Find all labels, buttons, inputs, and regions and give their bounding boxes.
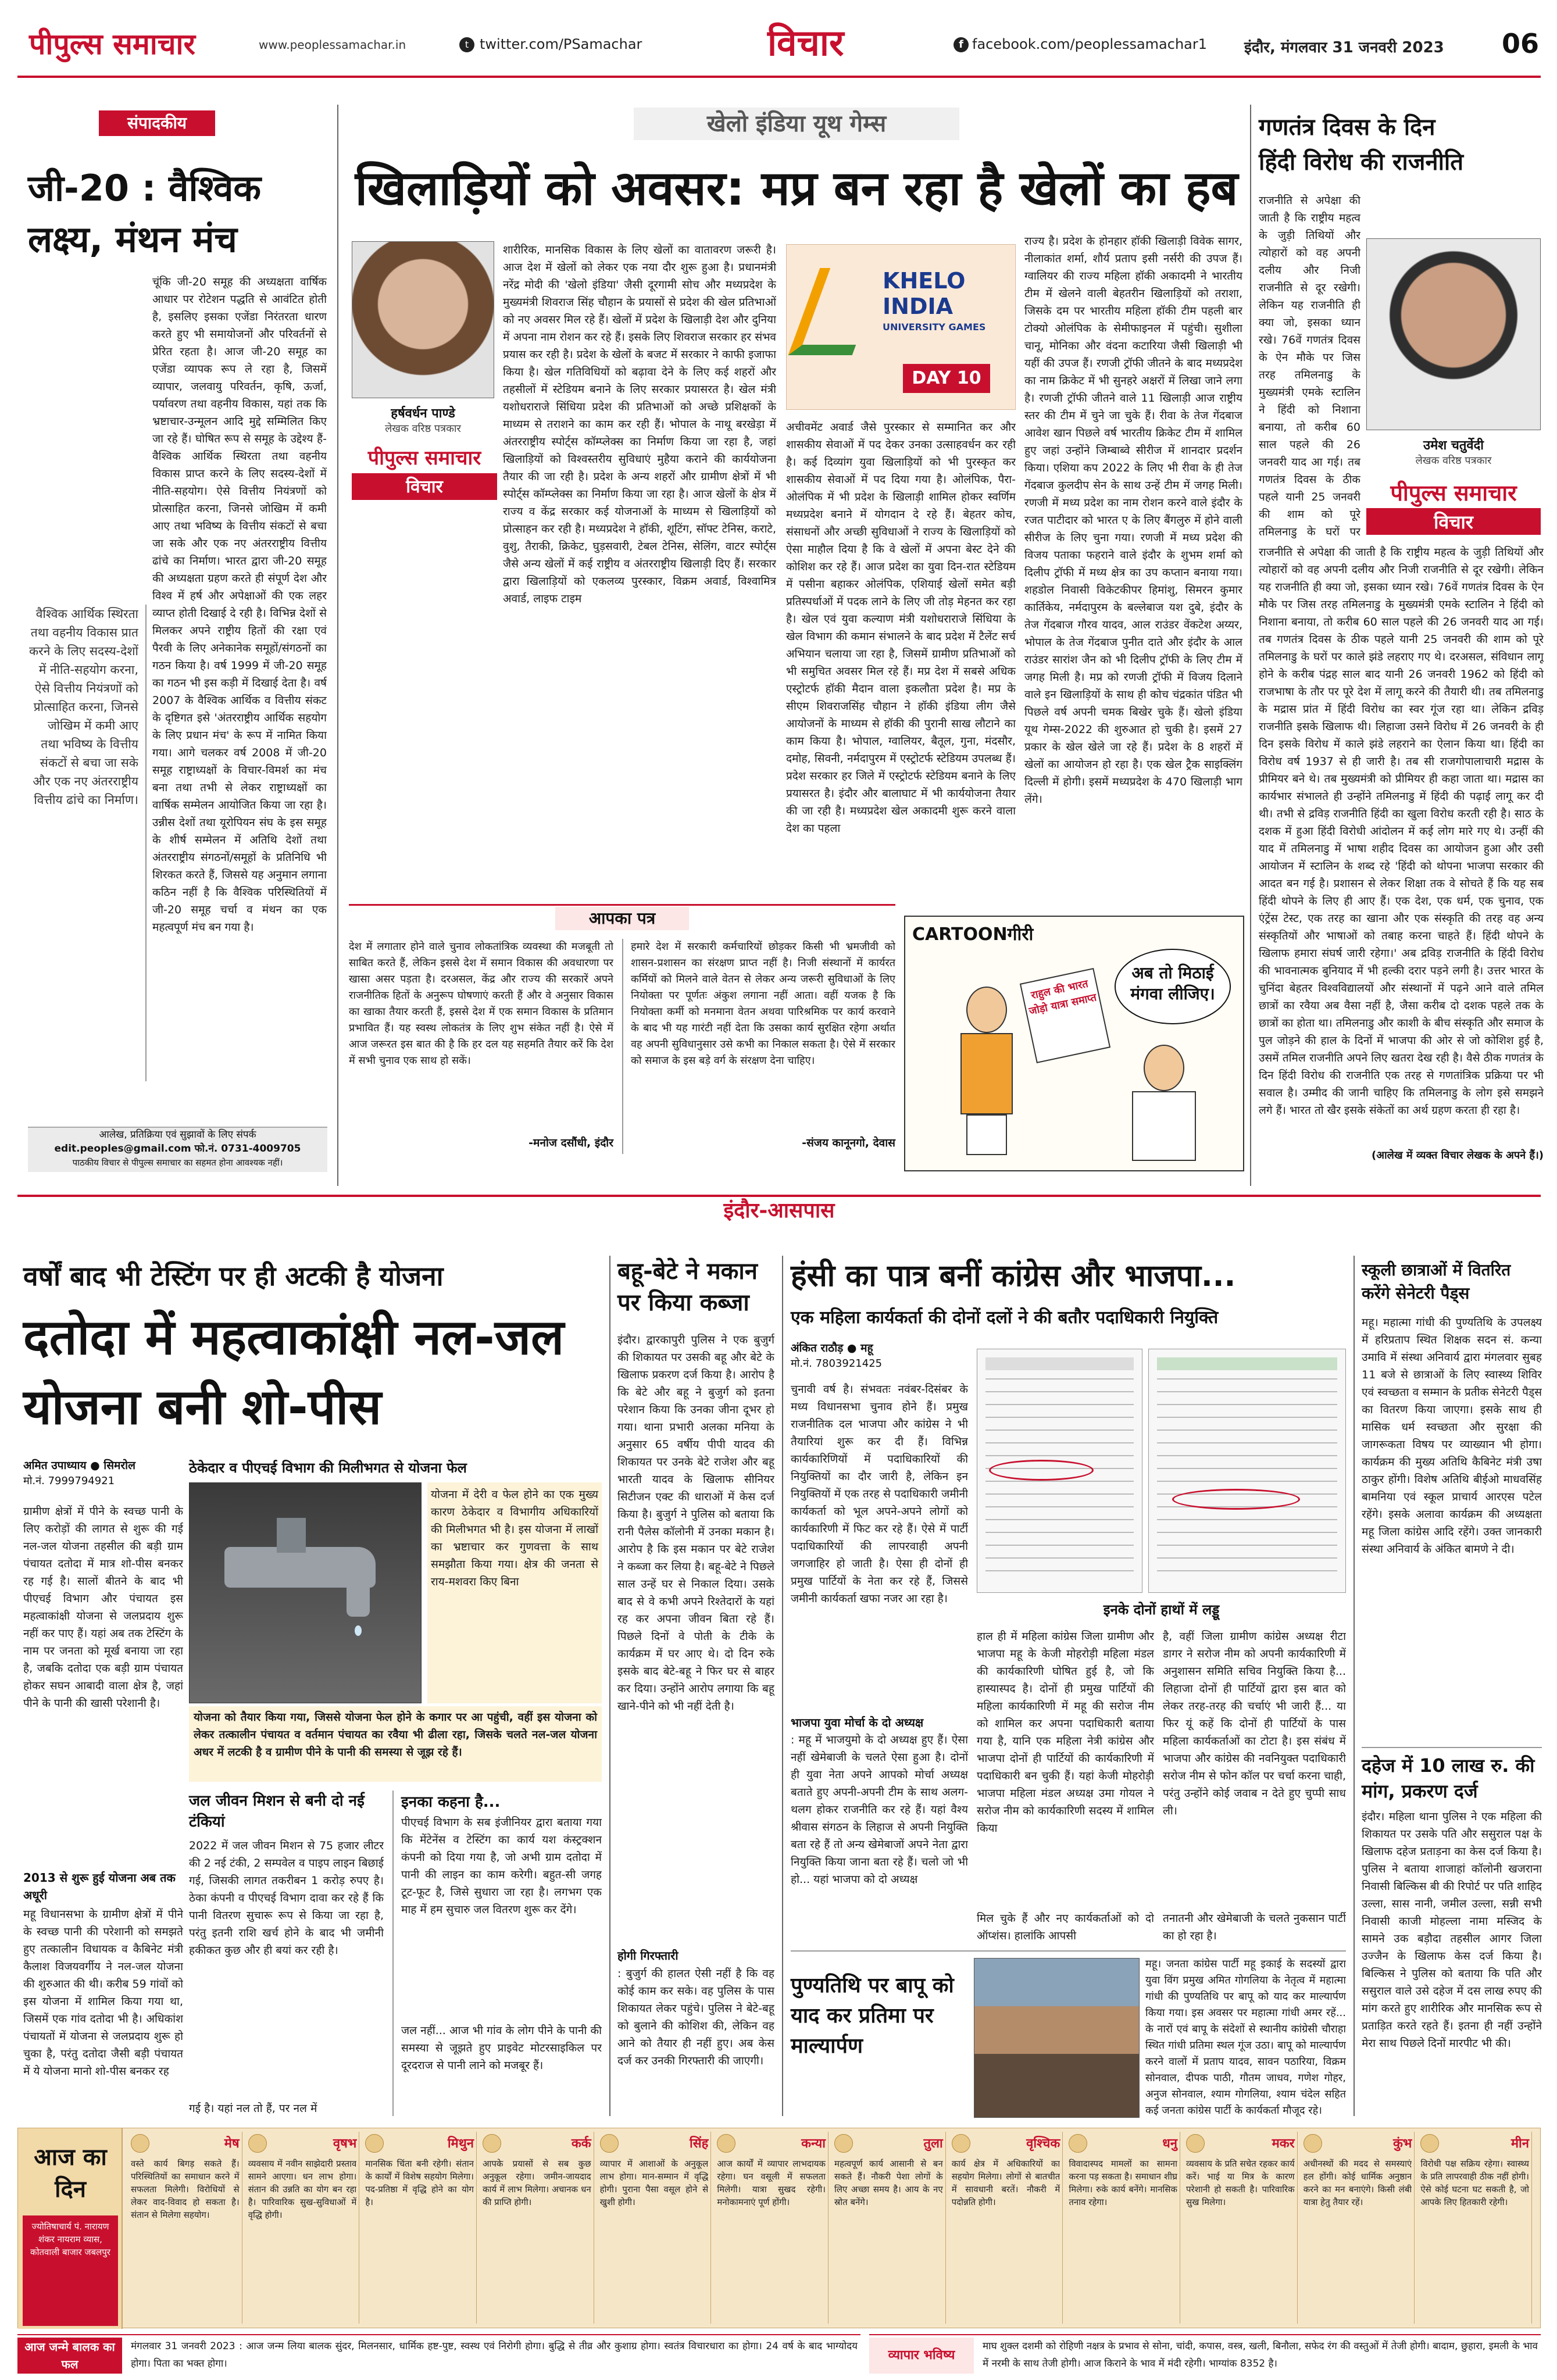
- story3-byline: अंकित राठौड़ ● महू: [791, 1342, 873, 1355]
- zodiac-text: आज कार्यों में व्यापार लाभदायक रहेगा। घन वसूली में सफलता मिलेगी। यात्रा सुखद रहेगी। मनोकामनाएं पूर्ण होंगी।: [717, 2159, 826, 2207]
- zodiac-symbol-icon: [1069, 2134, 1087, 2153]
- story1-photo: [189, 1482, 422, 1703]
- zodiac-name: वृश्चिक: [1026, 2136, 1060, 2151]
- horoscope-panel: [17, 2128, 1541, 2328]
- birthday-text: मंगलवार 31 जनवरी 2023 : आज जन्म लिया बालक सुंदर, मिलनसार, धार्मिक हष्ट-पुष्ट, स्वस्थ एवं निरोगी होगा। बुद्धि से तीव्र और कुशाग्र होगा। स्वतंत्र विचारधारा का होगा। 24 वर्ष के बाद भाग्योदय होगा। पिता का भक्त होगा।: [131, 2340, 858, 2370]
- zodiac-symbol-icon: [131, 2134, 149, 2153]
- right-brand-strip: [1366, 477, 1541, 535]
- cartoon-figure-right: [1120, 1045, 1208, 1161]
- letters-title: आपका पत्र: [555, 907, 689, 930]
- right-author-name: उमेश चतुर्वेदी: [1423, 438, 1484, 453]
- cartoon-sign: राहुल की भारत जोड़ो यात्रा समाप्त: [1020, 968, 1110, 1063]
- local-divider-2: [782, 1256, 783, 2116]
- masthead: [0, 0, 1557, 76]
- zodiac-box: [363, 2132, 477, 2324]
- story3-col4: मिल चुके हैं और नए कार्यकर्ताओं को दो ऑप्शंस। हालांकि आपसी: [977, 1912, 1154, 1942]
- lead-author-photo: [352, 241, 494, 398]
- zodiac-name: कर्क: [571, 2136, 591, 2151]
- zodiac-box: [1301, 2132, 1415, 2324]
- zodiac-box: [1418, 2132, 1532, 2324]
- horoscope-label-block: [18, 2128, 123, 2329]
- zodiac-text: मानसिक चिंता बनी रहेगी। संतान के कार्यों में विशेष सहयोग मिलेगा। पद-प्रतिष्ठा में वृद्धि होने का योग है।: [365, 2159, 474, 2207]
- editorial-pullquote: वैश्विक आर्थिक स्थिरता तथा वहनीय विकास प्रात करने के लिए सदस्य-देशों में नीति-सहयोग करना, ऐसे वित्तीय नियंत्रणों को प्रोत्साहित करना, जिनसे जोखिम में कमी आए तथा भविष्य के वित्तीय संकटों से बचा जा सके और एक नए अंतरराष्ट्रीय वित्तीय ढांचे का निर्माण।: [29, 607, 138, 807]
- editorial-footer: [28, 1127, 327, 1172]
- story3-col5: तनातनी और खेमेबाजी के चलते नुकसान पार्टी का हो रहा है।: [1163, 1912, 1346, 1942]
- lead-kicker: खेलो इंडिया यूथ गेम्स: [634, 108, 959, 140]
- story2-subhead: होगी गिरफ्तारी: [617, 1949, 678, 1963]
- story1-byline: अमित उपाध्याय ● सिमरोल: [23, 1459, 135, 1472]
- zodiac-name: मीन: [1510, 2136, 1529, 2151]
- zodiac-symbol-icon: [952, 2134, 970, 2153]
- section-title: विचार: [767, 22, 844, 64]
- story1-caption-long: योजना को तैयार किया गया, जिससे योजना फेल होने के कगार पर आ पहुंची, वहीं इस योजना को लेकर तत्कालीन पंचायत व वर्तमान पंचायत का रवैया भी ढीला रहा, जिसके चलते नल-जल योजना अधर में लटकी है व ग्रामीण पीने के पानी की समस्या से जूझ रहे हैं।: [189, 1706, 602, 1782]
- zodiac-name: मेष: [224, 2136, 240, 2151]
- editorial-body: चूंकि जी-20 समूह की अध्यक्षता वार्षिक आधार पर रोटेशन पद्धति से आवंटित होती है, इसलिए इसका एजेंडा निरंतरता धारण करते हुए भी समायोजनों और परिवर्तनों से प्रेरित रहता है। आज जी-20 समूह का एजेंडा व्यापक रूप ले रहा है, जिसमें व्यापार, जलवायु परिवर्तन, कृषि, ऊर्जा, पर्यावरण तथा वहनीय विकास, यहां तक कि भ्रष्टाचार-उन्मूलन आदि मुद्दे सम्मिलित किए जा रहे हैं। घोषित रूप से समूह के उद्देश्य हैं- वैश्विक आर्थिक स्थिरता तथा वहनीय विकास प्राप्त करने के लिए सदस्य-देशों में नीति-सहयोग। ऐसे वित्तीय नियंत्रणों को प्रोत्साहित करना, जिनसे जोखिम में कमी आए तथा भविष्य के वित्तीय संकटों से बचा जा सके और एक नए अंतरराष्ट्रीय वित्तीय ढांचे का निर्माण। भारत द्वारा जी-20 समूह की अध्यक्षता ग्रहण करते ही संपूर्ण देश और विश्व में हर्ष और अपेक्षाओं की एक लहर व्याप्त होती दिखाई दे रही है। विभिन्न देशों से मिलकर अपने राष्ट्रीय हितों की रक्षा एवं पैरवी के लिए अनेकानेक समूहों/संगठनों का गठन किया है। वर्ष 1999 में जी-20 समूह का गठन भी इस कड़ी में दिखाई देता है। वर्ष 2007 के वैश्विक आर्थिक व वित्तीय संकट के दृष्टिगत इसे 'अंतरराष्ट्रीय आर्थिक सहयोग के लिए प्रधान मंच' के रूप में नामित किया गया। आगे चलकर वर्ष 2008 में जी-20 समूह राष्ट्राध्यक्षों के विचार-विमर्श का मंच बना तथा तभी से लेकर राष्ट्राध्यक्षों का वार्षिक सम्मेलन आयोजित किया जा रहा है। उन्नीस देशों तथा यूरोपियन संघ के इस समूह के शीर्ष सम्मेलन में अतिथि देशों तथा अंतरराष्ट्रीय संगठनों/समूहों के प्रतिनिधि भी शिरकत करते हैं, जिससे यह अनुमान लगाना कठिन नहीं है कि वैश्विक परिस्थितियों में जी-20 समूह चर्चा व मंथन का एक महत्वपूर्ण मंच बन गया है।: [152, 276, 327, 934]
- column-divider-right: [1250, 105, 1251, 1186]
- zodiac-text: अधीनस्थों की मदद से समस्याएं हल होंगी। कोई धार्मिक अनुष्ठान करने का मन बनाएंगे। किसी लंबी यात्रा हेतु तैयार रहें।: [1303, 2159, 1412, 2207]
- website-link[interactable]: www.peoplessamachar.in: [259, 38, 406, 52]
- zodiac-box: [1184, 2132, 1298, 2324]
- khelo-logo-day: DAY 10: [903, 364, 990, 393]
- cartoon-figure-left: [952, 987, 1022, 1155]
- zodiac-box: [832, 2132, 946, 2324]
- khelo-india-logo: [786, 244, 1016, 410]
- twitter-link[interactable]: twitter.com/PSamachar: [480, 36, 642, 52]
- zodiac-text: वस्ते कार्य बिगड़ सकते हैं। परिस्थितियों का समाधान करने में सफलता मिलेगी। विरोधियों से लेकर वाद-विवाद हो सकता है। संतान से मिलेगा सहयोग।: [131, 2159, 240, 2220]
- zodiac-symbol-icon: [1420, 2134, 1439, 2153]
- cartoon-speech-bubble: अब तो मिठाई मंगवा लीजिए।: [1115, 949, 1231, 1024]
- zodiac-symbol-icon: [365, 2134, 384, 2153]
- letter-1: देश में लगातार होने वाले चुनाव लोकतांत्रिक व्यवस्था की मजबूती तो साबित करते हैं, लेकिन इससे देश में समान विकास की अवधारणा पर खासा असर पड़ता है। दरअसल, केंद्र और राज्य की सरकारें अपने राजनीतिक हितों के अनुरूप घोषणाएं करती हैं और वे अनुसार विकास का खाका तैयार करती हैं, इससे देश में एक समान विकास के प्रतिमान प्रभावित हैं। यह स्वस्थ लोकतंत्र के लिए शुभ संकेत नहीं है। ऐसे में आज जरूरत इस बात की है कि हर दल यह सहमति तैयार करें कि देश में सभी चुनाव एक साथ हो सकें।: [349, 941, 613, 1067]
- story3-headline: हंसी का पात्र बनीं कांग्रेस और भाजपा...: [791, 1259, 1236, 1293]
- story5-headline: स्कूली छात्राओं में वितरित करेंगे सेनेटरी पैड्स: [1362, 1260, 1511, 1303]
- market-strip: [869, 2334, 1541, 2375]
- zodiac-name: कुंभ: [1392, 2136, 1412, 2151]
- local-divider-3: [1354, 1256, 1355, 2116]
- zodiac-text: महत्वपूर्ण कार्य आसानी से बन सकते हैं। नौकरी पेशा लोगों के लिए अच्छा समय है। आय के नए स्रोत बनेंगे।: [834, 2159, 943, 2207]
- story1-kehna-title: इनका कहना है...: [401, 1793, 501, 1811]
- local-divider-1: [609, 1256, 610, 2116]
- story3-doc-image-1: [977, 1349, 1142, 1593]
- horoscope-label-line2: दिन: [55, 2176, 86, 2203]
- market-label: व्यापार भविष्य: [869, 2338, 974, 2374]
- story2-body2: : बुजुर्ग की हालत ऐसी नहीं है कि वह कोई काम कर सके। वह पुलिस के पास शिकायत लेकर पहुंचे। पुलिस ने बेटे-बहू को बुलाने की कोशिश की, लेकिन वह आने को तैयार ही नहीं हुए। अब केस दर्ज कर उनकी गिरफ्तारी की जाएगी।: [617, 1967, 774, 2067]
- facebook-icon: f: [954, 37, 969, 52]
- zodiac-name: सिंह: [690, 2136, 709, 2151]
- zodiac-name: तुला: [923, 2136, 943, 2151]
- astrologer-credit: ज्योतिषाचार्य पं. नारायण शंकर नायराम व्यास, कोतवाली बाजार जबलपुर: [23, 2215, 118, 2326]
- editorial-label: संपादकीय: [99, 110, 215, 136]
- story1-photo-caption: ठेकेदार व पीएचई विभाग की मिलीभगत से योजना फेल: [189, 1460, 467, 1476]
- story1-phone: मो.नं. 7999794921: [23, 1475, 115, 1487]
- zodiac-name: धनु: [1162, 2136, 1177, 2151]
- zodiac-box: [246, 2132, 360, 2324]
- right-body-top: राजनीति से अपेक्षा की जाती है कि राष्ट्रीय महत्व के जुड़ी तिथियों और त्योहारों को वह अपनी दलीय और निजी राजनीति से दूर रखेगी। लेकिन यह राजनीति ही क्या जो, इसका ध्यान रखे। 76वें गणतंत्र दिवस के ऐन मौके पर जिस तरह तमिलनाडु के मुख्यमंत्री एमके स्टालिन ने हिंदी को निशाना बनाया, तो करीब 60 साल पहले की 26 जनवरी याद आ गई। तब गणतंत्र दिवस के ठीक पहले यानी 25 जनवरी की शाम को पूरे तमिलनाडु के घरों पर: [1259, 194, 1360, 538]
- story1-kehna-tail: जल नहीं... आज भी गांव के लोग पीने के पानी की समस्या से जूझते हुए प्राइवेट मोटरसाइकिल पर दूरदराज से पानी लाने को मजबूर हैं।: [401, 2024, 602, 2072]
- lead-brand-strip: [352, 442, 497, 500]
- letters-divider: [622, 939, 623, 1154]
- lead-brand-section: विचार: [352, 474, 497, 500]
- zodiac-box: [128, 2132, 242, 2324]
- right-author-photo: [1366, 238, 1541, 430]
- zodiac-symbol-icon: [717, 2134, 735, 2153]
- story1-mission-title: जल जीवन मिशन से बनी दो नई टंकियां: [189, 1792, 365, 1831]
- cartoon-title: CARTOONगीरी: [912, 924, 1034, 945]
- story4-photo: [974, 1958, 1140, 2118]
- zodiac-symbol-icon: [834, 2134, 853, 2153]
- editorial-footer-line3: पाठकीय विचार से पीपुल्स समाचार का सहमत होना आवश्यक नहीं।: [72, 1157, 283, 1168]
- zodiac-box: [949, 2132, 1063, 2324]
- right-author-role: लेखक वरिष्ठ पत्रकार: [1415, 455, 1492, 467]
- right-headline-line1: गणतंत्र दिवस के दिन: [1259, 114, 1435, 141]
- lead-headline: खिलाड़ियों को अवसर: मप्र बन रहा है खेलों का हब: [355, 161, 1238, 216]
- story1-tail: गई है। यहां नल तो हैं, पर नल में: [189, 2102, 317, 2115]
- editorial-divider: [145, 605, 147, 1081]
- story1-col1: ग्रामीण क्षेत्रों में पीने के स्वच्छ पानी के लिए करोड़ों की लागत से शुरू की गई नल-जल योजना तहसील की बड़ी ग्राम पंचायत दतोदा में मात्र शो-पीस बनकर रह गई है। सालों बीतने के बाद भी पीएचई विभाग और पंचायत इस महत्वाकांक्षी योजना से जलप्रदाय शुरू नहीं कर पाए हैं। यहां अब तक टेस्टिंग के नाम पर जनता को मूर्ख बनाया जा रहा है, जबकि दतोदा एक बड़ी ग्राम पंचायत होकर सघन आबादी वाला क्षेत्र है, जहां पीने के पानी की खासी परेशानी है।: [23, 1505, 183, 1710]
- cartoon-panel: [904, 916, 1244, 1171]
- right-body: राजनीति से अपेक्षा की जाती है कि राष्ट्रीय महत्व के जुड़ी तिथियों और त्योहारों को वह अपनी दलीय और निजी राजनीति से दूर रखेगी। लेकिन यह राजनीति ही क्या जो, इसका ध्यान रखे। 76वें गणतंत्र दिवस के ऐन मौके पर जिस तरह तमिलनाडु के मुख्यमंत्री एमके स्टालिन ने हिंदी को निशाना बनाया, तो करीब 60 साल पहले की 26 जनवरी याद आ गई। तब गणतंत्र दिवस के ठीक पहले यानी 25 जनवरी की शाम को पूरे तमिलनाडु के घरों पर काले झंडे लहराए गए थे। दरअसल, संविधान लागू होने के करीब पंद्रह साल बाद यानी 26 जनवरी 1962 को हिंदी को राजभाषा के तौर पर पूरे देश में लागू करने की तैयारी थी। तब तमिलनाडु के मद्रास प्रांत में हिंदी विरोध का स्वर गूंज रहा था। लेकिन द्रविड़ राजनीति इसके खिलाफ थी। लिहाजा उसने विरोध में 26 जनवरी के ही दिन इसके विरोध में काले झंडे लहराने का ऐलान किया था। हिंदी का विरोध वर्ष 1937 से ही जारी है। तब सी राजगोपालाचारी मद्रास के प्रीमियर बने थे। तब मुख्यमंत्री को प्रीमियर ही कहा जाता था। मद्रास का कार्यभार संभालते ही उन्होंने तमिलनाडु में हिंदी की पढ़ाई लागू कर दी थी। तभी से द्रविड़ राजनीति हिंदी का खुला विरोध करती रही है। साठ के दशक में हुआ हिंदी विरोधी आंदोलन में कई लोग मारे गए थे। उन्हीं की याद में तमिलनाडु में भाषा शहीद दिवस का आयोजन हुआ और उसी आयोजन में स्टालिन के शब्द रहे 'हिंदी को थोपना भाजपा सरकार की आदत बन गई है। प्रशासन से लेकर शिक्षा तक वे सोचते हैं कि यह सब हिंदी थोपने के लिए ही आए हैं। एक देश, एक धर्म, एक चुनाव, एक एंट्रेंस टेस्ट, एक तरह का खाना और एक संस्कृति की तरह वह अन्य संस्कृतियों और भाषाओं को तबाह करना चाहते हैं। हिंदी थोपने के खिलाफ हमारा संघर्ष जारी रहेगा।' अब द्रविड़ राजनीति के हिंदी विरोध की भावनात्मक बुनियाद में भी हल्की दरार पड़ने लगी है। उत्तर भारत के चुनिंदा बेहतर विश्वविद्यालयों और संस्थानों में पढ़ने आने वाले तमिल छात्रों का रवैया अब वैसा नहीं है, जैसा करीब दो दशक पहले तक के छात्रों का होता था। तमिलनाडु और काशी के बीच संस्कृति और समाज के पुल जोड़ने की हाल के दिनों में भाजपा की ओर से जो कोशिश हुई है, उसमें तमिल राजनीति अपने लिए खतरा देख रही है। वैसे ठीक गणतंत्र के दिन हिंदी विरोध की राजनीति एक तरह से गणतांत्रिक प्रक्रिया पर भी सवाल है। उम्मीद की जानी चाहिए कि तमिलनाडु के लोग इसे समझने लगे हैं। भारत तो खैर इसके संकेतों का अर्थ ग्रहण करता ही रहा है।: [1259, 546, 1544, 1117]
- dateline: इंदौर, मंगलवार 31 जनवरी 2023: [1244, 39, 1444, 56]
- zodiac-name: कन्या: [801, 2136, 826, 2151]
- story3-caption: इनके दोनों हाथों में लड्डू: [1103, 1602, 1220, 1618]
- right-brand-logo: पीपुल्स समाचार: [1366, 477, 1541, 509]
- story1-kicker: वर्षों बाद भी टेस्टिंग पर ही अटकी है योजना: [23, 1260, 444, 1292]
- zodiac-row: [128, 2132, 1535, 2324]
- zodiac-symbol-icon: [1186, 2134, 1205, 2153]
- column-divider-left: [337, 105, 338, 1186]
- right-disclaimer: (आलेख में व्यक्त विचार लेखक के अपने हैं।): [1372, 1149, 1544, 1162]
- lead-author-role: लेखक वरिष्ठ पत्रकार: [385, 423, 461, 435]
- letter-2-sign: -संजय कानूनगो, देवास: [802, 1137, 895, 1149]
- story1-col1b: महू विधानसभा के ग्रामीण क्षेत्रों में पीने के स्वच्छ पानी की परेशानी को समझते हुए तत्कालीन विधायक व कैबिनेट मंत्री कैलाश विजयवर्गीय ने नल-जल योजना की शुरुआत की थी। करीब 59 गांवों को इस योजना में शामिल किया गया था, जिसमें एक गांव दतोदा भी है। अधिकांश पंचायतों में योजना से जलप्रदाय शुरू हो चुका है, परंतु दतोदा जैसी बड़ी पंचायत में ये योजना मानो शो-पीस बनकर रह: [23, 1908, 183, 2078]
- zodiac-text: व्यापार में आशाओं के अनुकूल लाभ होगा। मान-सम्मान में वृद्धि होगी। पुराना पैसा वसूल होने से खुशी होगी।: [599, 2159, 709, 2207]
- zodiac-text: आपके प्रयासों से सब कुछ अनुकूल रहेगा। जमीन-जायदाद कार्य में लाभ मिलेगा। अचानक धन की प्राप्ति होगी।: [483, 2159, 591, 2207]
- zodiac-text: कार्य क्षेत्र में अधिकारियों का सहयोग मिलेगा। लोगों से बातचीत में सावधानी बरतें। नौकरी में पदोन्नति होगी।: [951, 2159, 1060, 2207]
- letter-2: हमारे देश में सरकारी कर्मचारियों छोड़कर किसी भी भ्रमजीवी को शासन-प्रशासन का संरक्षण प्राप्त नहीं है। निजी संस्थानों में कार्यरत कर्मियों को मिलने वाले वेतन से लेकर अन्य जरूरी सुविधाओं के लिए नियोक्ता पर पूर्णतः अंकुश लगाना नहीं आता। वहीं यजक है कि नियोक्ता कर्मी को मनमाना वेतन अथवा पारिश्रमिक पर कार्य करवाने के बाद भी यह गारंटी नहीं देता कि उसका कार्य सुरक्षित रहेगा अर्थात वह अपनी सुविधानुसार उसे कभी का निकाल सकता है। ऐसे में सरकार को समाज के इस बड़े वर्ग के संरक्षण देना चाहिए।: [631, 941, 895, 1067]
- letter-1-sign: -मनोज दसौंधी, इंदौर: [528, 1137, 613, 1149]
- zodiac-symbol-icon: [248, 2134, 267, 2153]
- zodiac-box: [598, 2132, 712, 2324]
- letters-title-bar: [349, 904, 895, 931]
- twitter-icon: t: [459, 37, 474, 52]
- zodiac-symbol-icon: [1304, 2134, 1322, 2153]
- story4-top-rule: [791, 1950, 1346, 1952]
- story1-mission-body: 2022 में जल जीवन मिशन से 75 हजार लीटर की 2 नई टंकी, 2 सम्पवेल व पाइप लाइन बिछाई गई, जिसकी लागत तकरीबन 1 करोड़ रुपए है। ठेका कंपनी व पीएचई विभाग दावा कर रहे हैं कि पानी वितरण सुचारू रूप से किया जा रहा है, परंतु इतनी राशि खर्च होने के बाद भी जमीनी हकीकत कुछ और ही बयां कर रही है।: [189, 1839, 384, 1957]
- birthday-label: आज जन्मे बालक का फल: [17, 2338, 122, 2374]
- zodiac-name: मिथुन: [447, 2136, 474, 2151]
- story1-kehna-body: पीएचई विभाग के सब इंजीनियर द्वारा बताया गया कि मेंटेनेंस व टेस्टिंग का कार्य यश कंस्ट्रक्शन कंपनी को दिया गया है, जो अभी ग्राम दतोदा में पानी की लाइन का काम करेगी। बहुत-सी जगह टूट-फूट है, जिसे सुधारा जा रहा है। लगभग एक माह में हम सुचारु जल वितरण शुरू कर देंगे।: [401, 1816, 602, 1916]
- right-brand-section: विचार: [1366, 509, 1541, 535]
- zodiac-name: वृषभ: [333, 2136, 357, 2151]
- story3-doc-image-2: [1148, 1349, 1346, 1593]
- story3-col3: है, वहीं जिला ग्रामीण कांग्रेस अध्यक्ष रीटा डागर ने सरोज नीम को अपनी कार्यकारिणी में अनुशासन समिति सचिव नियुक्ति किया है... लिहाजा दोनों ही पार्टियों द्वारा इस बात को लेकर तरह-तरह की चर्चाएं भी जारी हैं... या फिर यूं कहें कि दोनों ही पार्टियों के पास महिला कार्यकर्ताओं का टोटा है। इस संबंध में भाजपा और कांग्रेस की नवनियुक्त पदाधिकारी सरोज नीम से फोन कॉल पर चर्चा करना चाही, परंतु उन्होंने कोई जवाब न देते हुए चुप्पी साध ली।: [1163, 1630, 1346, 1817]
- lead-col2: अचीवमेंट अवार्ड जैसे पुरस्कार से सम्मानित कर और शासकीय सेवाओं में पद देकर उनका उत्साहवर्धन कर रही है। कई दिव्यांग युवा खिलाड़ियों को भी पुरस्कृत कर शासकीय सेवाओं में पद दिया गया है। ओलंपिक, पैरा-ओलंपिक में भी प्रदेश के खिलाड़ी शामिल होकर स्वर्णिम मध्यप्रदेश बनाने में योगदान दे रहे हैं। बेहतर कोच, संसाधनों और अच्छी सुविधाओं ने राज्य के खिलाड़ियों को ऐसा माहौल दिया है कि वे खेलों में अपना बेस्ट देने की कोशिश कर रहे हैं। आज प्रदेश का युवा दिन-रात स्टेडियम में पसीना बहाकर ओलंपिक, एशियाई खेलों समेत बड़ी प्रतिस्पर्धाओं में पदक लाने के लिए जी तोड़ मेहनत कर रहा है। खेल एवं युवा कल्याण मंत्री यशोधराराजे सिंधिया के खेल विभाग की कमान संभालने के बाद प्रदेश में टैलेंट सर्च अभियान चलाया जा रहा है, जिसमें ग्रामीण प्रतिभाओं को भी समुचित अवसर मिल रहे हैं। मप्र देश में सबसे अधिक एस्ट्रोटर्फ हॉकी मैदान वाला इकलौता प्रदेश है। मप्र के सीएम शिवराजसिंह चौहान ने हॉकी इंडिया लीग जैसे आयोजनों के माध्यम से हॉकी की पुरानी साख लौटाने का काम किया है। भोपाल, ग्वालियर, बैतूल, गुना, मंदसौर, दमोह, सिवनी, नर्मदापुरम में एस्ट्रोटर्फ स्टेडियम उपलब्ध हैं। प्रदेश सरकार हर जिले में एस्ट्रोटर्फ स्टेडियम बनाने के लिए प्रयासरत है। इंदौर और बालाघाट में भी कार्ययोजना तैयार की जा रही है। मध्यप्रदेश खेल अकादमी शुरू करने वाला देश का पहला: [786, 421, 1016, 835]
- story5-body: महू। महात्मा गांधी की पुण्यतिथि के उपलक्ष्य में हरिप्रताप स्थित शिक्षक सदन सं. कन्या उमावि में संस्था अनिवार्य द्वारा मंगलवार सुबह 11 बजे से छात्राओं के लिए स्वास्थ्य शिविर एवं स्वच्छता व सम्मान के प्रतीक सेनेटरी पैड्स का वितरण किया जाएगा। इसके साथ ही मासिक धर्म स्वच्छता और सुरक्षा की जागरूकता विषय पर व्याख्यान भी होगा। कार्यक्रम की मुख्य अतिथि कैबिनेट मंत्री उषा ठाकुर होंगी। विशेष अतिथि बीईओ माधवसिंह बामनिया एवं स्कूल प्राचार्य आरएस पटेल रहेंगे। इसके अलावा कार्यक्रम की अध्यक्षता महू जिला कांग्रेस आदि रहेंगे। उक्त जानकारी संस्था अनिवार्य के अंकित बामणे ने दी।: [1362, 1316, 1542, 1556]
- story4-headline: पुण्यतिथि पर बापू को याद कर प्रतिमा पर माल्यार्पण: [791, 1974, 954, 2058]
- story3-col2: हाल ही में महिला कांग्रेस जिला ग्रामीण और भाजपा महू के केजी मोहरोड़ी महिला मंडल की कार्यकारिणी घोषित हुई है, जो कि हास्यास्पद है। दोनों ही प्रमुख पार्टियों की महिला कार्यकारिणी में महू की सरोज नीम को शामिल कर अपना पदाधिकारी बताया गया है, यानि एक महिला नेत्री कांग्रेस और भाजपा दोनों ही पार्टियों की कार्यकारिणी में पदाधिकारी बन चुकी हैं। यहां केजी मोहरोड़ी भाजपा महिला मंडल अध्यक्ष उमा गोयल ने सरोज नीम को कार्यकारिणी सदस्य में शामिल किया: [977, 1630, 1154, 1835]
- right-headline-line2: हिंदी विरोध की राजनीति: [1259, 149, 1464, 176]
- local-section-title: इंदौर-आसपास: [723, 1199, 835, 1223]
- lead-brand-logo: पीपुल्स समाचार: [352, 442, 497, 474]
- zodiac-text: विरोधी पक्ष सक्रिय रहेगा। स्वास्थ्य के प्रति लापरवाही ठीक नहीं होगी। ऐसे कोई घटना घट सकती है, जो आपके लिए हितकारी रहेगी।: [1420, 2159, 1529, 2207]
- zodiac-text: व्यवसाय के प्रति सचेत रहकर कार्य करें। भाई या मित्र के कारण परेशानी हो सकती है। पारिवारिक सुख मिलेगा।: [1186, 2159, 1295, 2207]
- page-number: 06: [1501, 28, 1539, 59]
- story2-headline: बहू-बेटे ने मकान पर किया कब्जा: [617, 1258, 758, 1316]
- story3-col1: चुनावी वर्ष है। संभवतः नवंबर-दिसंबर के मध्य विधानसभा चुनाव होने हैं। प्रमुख राजनीतिक दल भाजपा और कांग्रेस ने भी तैयारियां शुरू कर दी हैं। विभिन्न कार्यकारिणियों में पदाधिकारियों की नियुक्तियों का दौर जारी है, लेकिन इन नियुक्तियों में एक तरह से पदाधिकारी जमीनी कार्यकर्ता को भूल अपने-अपने लोगों को कार्यकारिणी में फिट कर रहे हैं। ऐसे में पार्टी पदाधिकारियों की लापरवाही अपनी जगजाहिर हो जाती है। ऐसा ही दोनों ही प्रमुख पार्टियों के नेता कर रहे हैं, जिससे जमीनी कार्यकर्ता खफा नजर आ रहा है।: [791, 1383, 968, 1605]
- masthead-rule: [17, 76, 1541, 78]
- zodiac-symbol-icon: [600, 2134, 619, 2153]
- story2-body: इंदौर। द्वारकापुरी पुलिस ने एक बुजुर्ग की शिकायत पर उसकी बहू और बेटे के खिलाफ प्रकरण दर्ज किया है। आरोप है कि बेटे और बहू ने बुजुर्ग को इतना परेशान किया कि उनका जीना दूभर हो गया। थाना प्रभारी अलका मनिया के अनुसार 65 वर्षीय पीपी यादव की शिकायत पर उनके बेटे राजेश और बहू भारती यादव के खिलाफ सीनियर सिटीजन एक्ट की धाराओं में केस दर्ज किया है। बुजुर्ग ने पुलिस को बताया कि रानी पैलेस कॉलोनी में उनका मकान है। आरोप है कि इस मकान पर बेटे राजेश ने कब्जा कर लिया है। बहू-बेटे ने पिछले साल उन्हें घर से निकाल दिया। उसके बाद से वे कभी अपने रिश्तेदारों के यहां रह कर अपना जीवन बिता रहे हैं। पिछले दिनों वे पोती के टीके के कार्यक्रम में घर आए थे। दो दिन रुके इसके बाद बेटे-बहू ने फिर घर से बाहर कर दिया। उन्होंने आरोप लगाया कि बहू खाने-पीने को भी नहीं देती है।: [617, 1334, 774, 1713]
- zodiac-text: व्यवसाय में नवीन साझेदारी प्रस्ताव सामने आएगा। धन लाभ होगा। संतान की उन्नति का योग बन रहा है। पारिवारिक सुख-सुविधाओं में वृद्धि होगी।: [248, 2159, 357, 2220]
- story3-subhead: एक महिला कार्यकर्ता की दोनों दलों ने की बतौर पदाधिकारी नियुक्ति: [791, 1307, 1219, 1328]
- khelo-swoosh-icon: [788, 268, 884, 355]
- editorial-footer-line2[interactable]: edit.peoples@gmail.com फो.नं. 0731-4009705: [54, 1143, 301, 1155]
- story1-subhead1: 2013 से शुरू हुई योजना अब तक अधूरी: [23, 1871, 176, 1902]
- story4-body: महू। जनता कांग्रेस पार्टी महू इकाई के सदस्यों द्वारा युवा विंग प्रमुख अमित गोगलिया के नेतृत्व में महात्मा गांधी की पुण्यतिथि पर बापू को याद कर माल्यार्पण किया गया। इस अवसर पर महात्मा गांधी अमर रहें... के नारों एवं बापू के संदेशों से स्थानीय कांग्रेसी चौराहा स्थित गांधी प्रतिमा स्थल गूंज उठा। बापू को माल्यार्पण करने वालों में प्रताप यादव, सावन पठारिया, विक्रम सोनवाल, दीपक पाठी, गौतम जाधव, गणेश गोहर, अनुज सोनवाल, श्याम गोगलिया, श्याम चंदेल सहित कई जनता कांग्रेस पार्टी के कार्यकर्ता मौजूद रहे।: [1145, 1958, 1346, 2117]
- story6-headline: दहेज में 10 लाख रु. की मांग, प्रकरण दर्ज: [1362, 1754, 1535, 1802]
- lead-col1: शारीरिक, मानसिक विकास के लिए खेलों का वातावरण जरूरी है। आज देश में खेलों को लेकर एक नया दौर शुरू हुआ है। प्रधानमंत्री नरेंद्र मोदी की 'खेलो इंडिया' जैसी दूरगामी सोच और मध्यप्रदेश के मुख्यमंत्री शिवराज सिंह चौहान के प्रयासों से प्रदेश की खेल प्रतिभाओं को नए अवसर मिल रहे हैं। खेलों में प्रदेश के खिलाड़ी देश और दुनिया में अपना नाम रोशन कर रहे हैं। इसके लिए शिवराज सरकार हर संभव प्रयास कर रही है। प्रदेश के खेलों के बजट में सरकार ने काफी इजाफा किया है। खेल गतिविधियों को बढ़ावा देने के लिए कई शहरों और तहसीलों में स्टेडियम बनाने के लिए सरकार प्रयासरत है। खेल मंत्री यशोधराराजे सिंधिया प्रदेश की प्रतिभाओं को अच्छे प्रशिक्षकों के माध्यम से तराशने का काम कर रही हैं। भोपाल के नाथू बरखेड़ा में अंतरराष्ट्रीय स्पोर्ट्स कॉम्प्लेक्स का निर्माण किया जा रहा है, जहां खिलाड़ियों को विश्वस्तरीय सुविधाएं मुहैया कराने की कार्ययोजना तैयार की जा रही है। प्रदेश के अन्य शहरों और ग्रामीण क्षेत्रों में भी स्पोर्ट्स कॉम्प्लेक्स का निर्माण किया जा रहा है। आज खेलों के क्षेत्र में राज्य व केंद्र सरकार कई योजनाओं के माध्यम से खिलाड़ियों को प्रोत्साहन कर रही है। मध्यप्रदेश ने हॉकी, शूटिंग, सॉफ्ट टेनिस, कराटे, वुशु, तैराकी, क्रिकेट, घुड़सवारी, टेबल टेनिस, सेलिंग, वाटर स्पोर्ट्स जैसे अन्य खेलों में कई राष्ट्रीय व अंतरराष्ट्रीय खिलाड़ी दिए हैं। सरकार द्वारा खिलाड़ियों को एकलव्य पुरस्कार, विक्रम अवार्ड, विश्वामित्र अवार्ड, लाइफ टाइम: [503, 244, 776, 605]
- zodiac-box: [480, 2132, 594, 2324]
- zodiac-box: [715, 2132, 829, 2324]
- editorial-title: जी-20 : वैश्विक लक्ष्य, मंथन मंच: [28, 167, 262, 260]
- horoscope-label-line1: आज का: [34, 2144, 107, 2171]
- birthday-strip: [17, 2334, 860, 2375]
- zodiac-text: विवादास्पद मामलों का सामना करना पड़ सकता है। समाधान शीघ्र मिलेगा। रुके कार्य बनेंगे। मानसिक तनाव रहेगा।: [1069, 2159, 1177, 2207]
- story3-subhead1: भाजपा युवा मोर्चा के दो अध्यक्ष: [791, 1716, 924, 1729]
- story1-headline: दतोदा में महत्वाकांक्षी नल-जल योजना बनी शो-पीस: [23, 1309, 565, 1435]
- paper-logo[interactable]: पीपुल्स समाचार: [29, 27, 195, 61]
- story1-inner-divider: [392, 1791, 394, 2116]
- story3-col1b: : महू में भाजयुमो के दो अध्यक्ष हुए हैं। ऐसा नहीं खेमेबाजी के चलते ऐसा हुआ है। दोनों ही युवा नेता अपने आपको मोर्चा अध्यक्ष बताते हुए अपनी-अपनी टीम के साथ अलग-थलग होकर राजनीति कर रहे हैं। यहां वैश्य श्रीवास संगठन के लिहाज से अपनी नियुक्ति बता रहे हैं तो अन्य खेमेबाजों अपने नेता द्वारा नियुक्ति किया जाना बता रहे हैं। चलो जो भी हो... यहां भाजपा को दो अध्यक्ष: [791, 1734, 968, 1886]
- lead-author-name: हर्षवर्धन पाण्डे: [391, 406, 455, 421]
- editorial-footer-line1: आलेख, प्रतिक्रिया एवं सुझावों के लिए संपर्क: [99, 1129, 256, 1141]
- zodiac-symbol-icon: [483, 2134, 501, 2153]
- story1-side-note: योजना में देरी व फेल होने का एक मुख्य कारण ठेकेदार व विभागीय अधिकारियों की मिलीभगत भी है। इस योजना में लाखों का भ्रष्टाचार कर गुणवत्ता के साथ समझौता किया गया। क्षेत्र की जनता से राय-मशवरा किए बिना: [427, 1482, 602, 1703]
- khelo-logo-sub: UNIVERSITY GAMES: [883, 321, 986, 333]
- story6-top-rule: [1362, 1747, 1542, 1748]
- market-text: माघ शुक्ल दशमी को रोहिणी नक्षत्र के प्रभाव से सोना, चांदी, कपास, वस्त्र, खली, बिनौला, सफेद रंग की वस्तुओं में तेजी होगी। बादाम, छुहारा, इमली के भाव में नरमी के साथ तेजी होगी। आज किराने के भाव में मंदी रहेगी। भाग्यांक 8352 है।: [983, 2340, 1538, 2370]
- lead-col3: राज्य है। प्रदेश के होनहार हॉकी खिलाड़ी विवेक सागर, नीलाकांत शर्मा, शौर्य प्रताप इसी नर्सरी की उपज हैं। ग्वालियर की राज्य महिला हॉकी अकादमी ने भारतीय टीम में खेलने वाली बेहतरीन खिलाड़ियों को तराशा, जिसके दम पर भारतीय महिला हॉकी टीम पहली बार टोक्यो ओलंपिक के सेमीफाइनल में पहुंची। सुशीला चानू, मोनिका और वंदना कटारिया जैसी खिलाड़ी भी यहीं की उपज हैं। रणजी ट्रॉफी जीतने के बाद मध्यप्रदेश का नाम क्रिकेट में भी सुनहरे अक्षरों में लिखा जाने लगा है। रणजी ट्रॉफी जीतने वाले 11 खिलाड़ी आज राष्ट्रीय स्तर की टीम में चुने जा चुके हैं। रीवा के तेज गेंदबाज आवेश खान पिछले वर्ष भारतीय क्रिकेट टीम में शामिल हुए जहां उन्होंने जिम्बाब्वे सीरीज में शानदार प्रदर्शन किया। एशिया कप 2022 के लिए भी रीवा के ही तेज गेंदबाज कुलदीप सेन के साथ उन्हें टीम में जगह मिली। रणजी में मध्य प्रदेश का नाम रोशन करने वाले इंदौर के रजत पाटीदार को भारत ए के लिए बैंगलुरु में होने वाली सीरीज के लिए चुना गया। रणजी में मध्य प्रदेश की विजय पताका फहराने वाले इंदौर के शुभम शर्मा को दिलीप ट्रॉफी में मध्य क्षेत्र का उप कप्तान बनाया गया। शहडोल निवासी विकेटकीपर हिमांशु, सिमरन कुमार कार्तिकेय, नर्मदापुरम के बल्लेबाज यश दुबे, इंदौर के तेज गेंदबाज गौरव यादव, आल राउंडर वेंकटेश अय्यर, भोपाल के तेज गेंदबाज पुनीत दाते और इंदौर के आल राउंडर सारांश जैन को भी दिलीप ट्रॉफी के लिए टीम में जगह मिली है। मप्र को रणजी ट्रॉफी में विजय दिलाने वाले इन खिलाड़ियों के साथ ही कोच चंद्रकांत पंडित भी पिछले वर्ष अपनी चमक बिखेर चुके हैं। खेलो इंडिया यूथ गेम्स-2022 की शुरुआत हो चुकी है। इसमें 27 प्रकार के खेल खेले जा रहे हैं। प्रदेश के 8 शहरों में खेलों का आयोजन हो रहा है। एक खेल ट्रैक साइक्लिंग दिल्ली में होगी। इसमें मध्यप्रदेश के 470 खिलाड़ी भाग लेंगे।: [1024, 235, 1242, 806]
- story3-phone: मो.नं. 7803921425: [791, 1357, 883, 1370]
- story6-body: इंदौर। महिला थाना पुलिस ने एक महिला की शिकायत पर उसके पति और ससुराल पक्ष के खिलाफ दहेज प्रताड़ना का केस दर्ज किया है। पुलिस ने बताया शाजाहां कॉलोनी खजराना निवासी बिल्किस बी की रिपोर्ट पर पति शाहिद उल्ला, सास नानी, जमील उल्ला, सन्नी सभी निवासी काजी मोहल्ला नामा मस्जिद के सामने उक बड़ौदा तहसील आगर जिला उज्जैन के खिलाफ केस दर्ज किया है। बिल्किस ने पुलिस को बताया कि पति और ससुराल वाले उसे दहेज में दस लाख रुपए की मांग करते हुए शारीरिक और मानसिक रूप से प्रताड़ित करते रहते हैं। इतना ही नहीं उन्होंने मेरा साथ पिछले दिनों मारपीट भी की।: [1362, 1810, 1542, 2050]
- khelo-logo-text: KHELO INDIA: [883, 268, 966, 319]
- zodiac-name: मकर: [1272, 2136, 1295, 2151]
- facebook-link[interactable]: facebook.com/peoplessamachar1: [972, 36, 1207, 52]
- zodiac-box: [1066, 2132, 1180, 2324]
